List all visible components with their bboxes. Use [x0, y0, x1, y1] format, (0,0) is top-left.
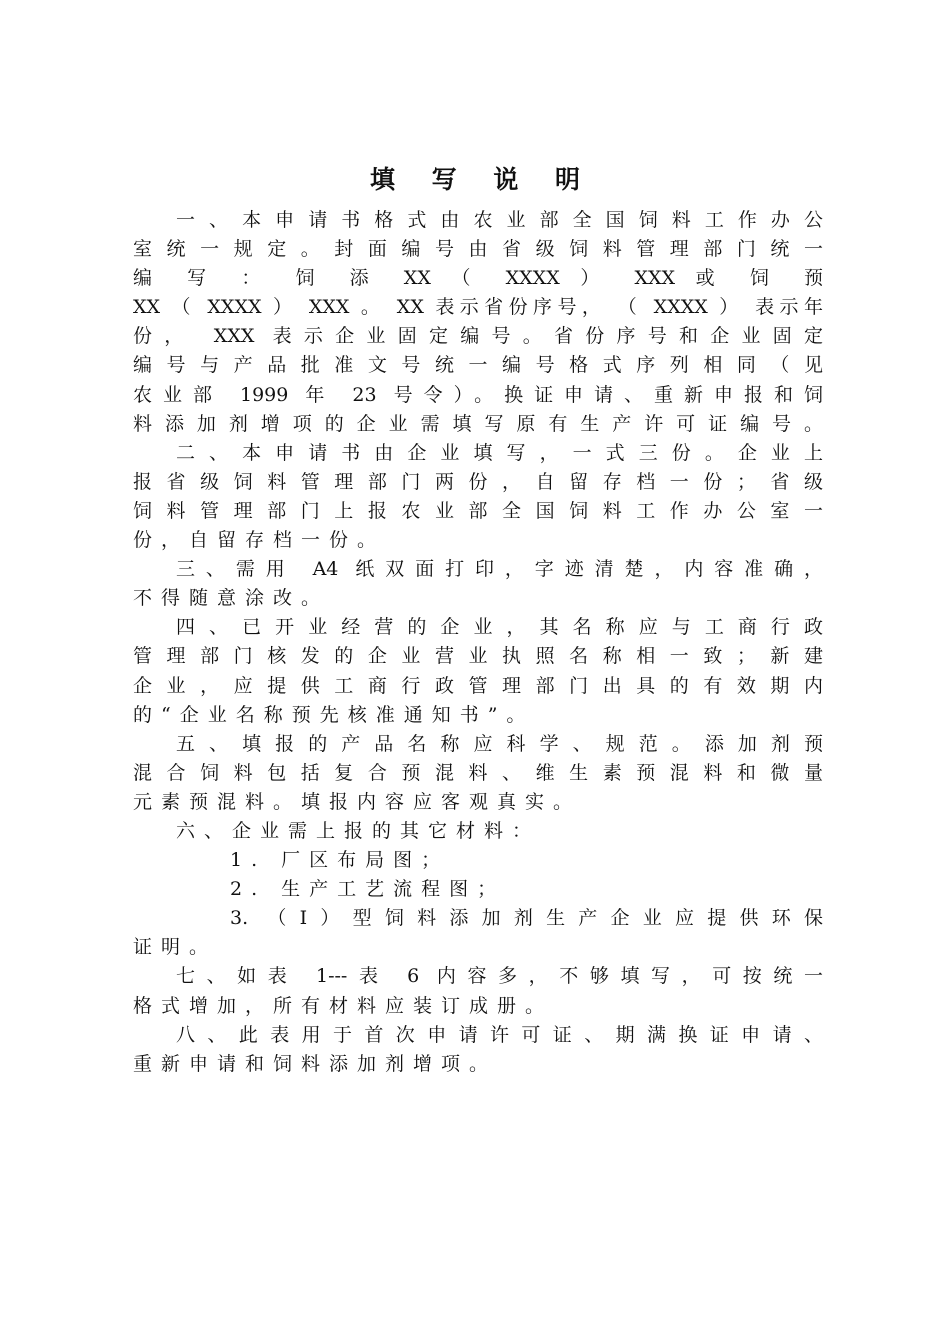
- text-line: 三、需用 A4 纸双面打印，字迹清楚，内容准确，: [176, 558, 823, 581]
- text-line: 格式增加，所有材料应装订成册。: [133, 994, 554, 1017]
- text-line: 编 写 ： 饲 添 XX （ XXXX ） XXX 或 饲 预: [133, 267, 823, 290]
- text-line: 重新申请和饲料添加剂增项。: [133, 1052, 498, 1075]
- text-line: 证明。: [133, 936, 218, 959]
- text-line: XX （ XXXX ） XXX 。 XX 表示省份序号， （ XXXX ） 表示年: [133, 296, 823, 319]
- instructions-body: [133, 206, 823, 1079]
- text-line: 六、企业需上报的其它材料：: [176, 819, 541, 842]
- text-line: 1. 厂区布局图；: [230, 849, 450, 872]
- text-line: 3. （Ⅰ）型饲料添加剂生产企业应提供环保: [230, 907, 823, 930]
- text-line: 企业，应提供工商行政管理部门出具的有效期内: [133, 674, 823, 697]
- text-line: 混合饲料包括复合预混料、维生素预混料和微量: [133, 761, 823, 784]
- page-title: 填 写 说 明: [369, 165, 595, 194]
- text-line: 的“企业名称预先核准通知书”。: [133, 703, 535, 726]
- text-line: 农业部 1999 年 23 号令）。换证申请、重新申报和饲: [133, 383, 823, 406]
- text-line: 不得随意涂改。: [133, 587, 330, 610]
- text-line: 管理部门核发的企业营业执照名称相一致；新建: [133, 645, 823, 668]
- text-line: 五、填报的产品名称应科学、规范。添加剂预: [176, 732, 823, 755]
- text-line: 报省级饲料管理部门两份，自留存档一份；省级: [133, 470, 823, 493]
- text-line: 份， XXX 表示企业固定编号。省份序号和企业固定: [133, 325, 823, 348]
- text-line: 二、本申请书由企业填写，一式三份。企业上: [176, 441, 823, 464]
- text-line: 八、此表用于首次申请许可证、期满换证申请、: [176, 1023, 823, 1046]
- text-line: 2. 生产工艺流程图；: [230, 878, 506, 901]
- text-line: 编号与产品批准文号统一编号格式序列相同（见: [133, 354, 823, 377]
- text-line: 七、如表 1---表 6 内容多，不够填写，可按统一: [176, 965, 823, 988]
- text-line: 四、已开业经营的企业，其名称应与工商行政: [176, 616, 823, 639]
- text-line: 份，自留存档一份。: [133, 529, 386, 552]
- text-line: 料添加剂增项的企业需填写原有生产许可证编号。: [133, 412, 823, 435]
- text-line: 饲料管理部门上报农业部全国饲料工作办公室一: [133, 499, 823, 522]
- text-line: 室统一规定。封面编号由省级饲料管理部门统一: [133, 238, 823, 261]
- text-line: 一、本申请书格式由农业部全国饲料工作办公: [176, 209, 823, 231]
- text-line: 元素预混料。填报内容应客观真实。: [133, 790, 582, 813]
